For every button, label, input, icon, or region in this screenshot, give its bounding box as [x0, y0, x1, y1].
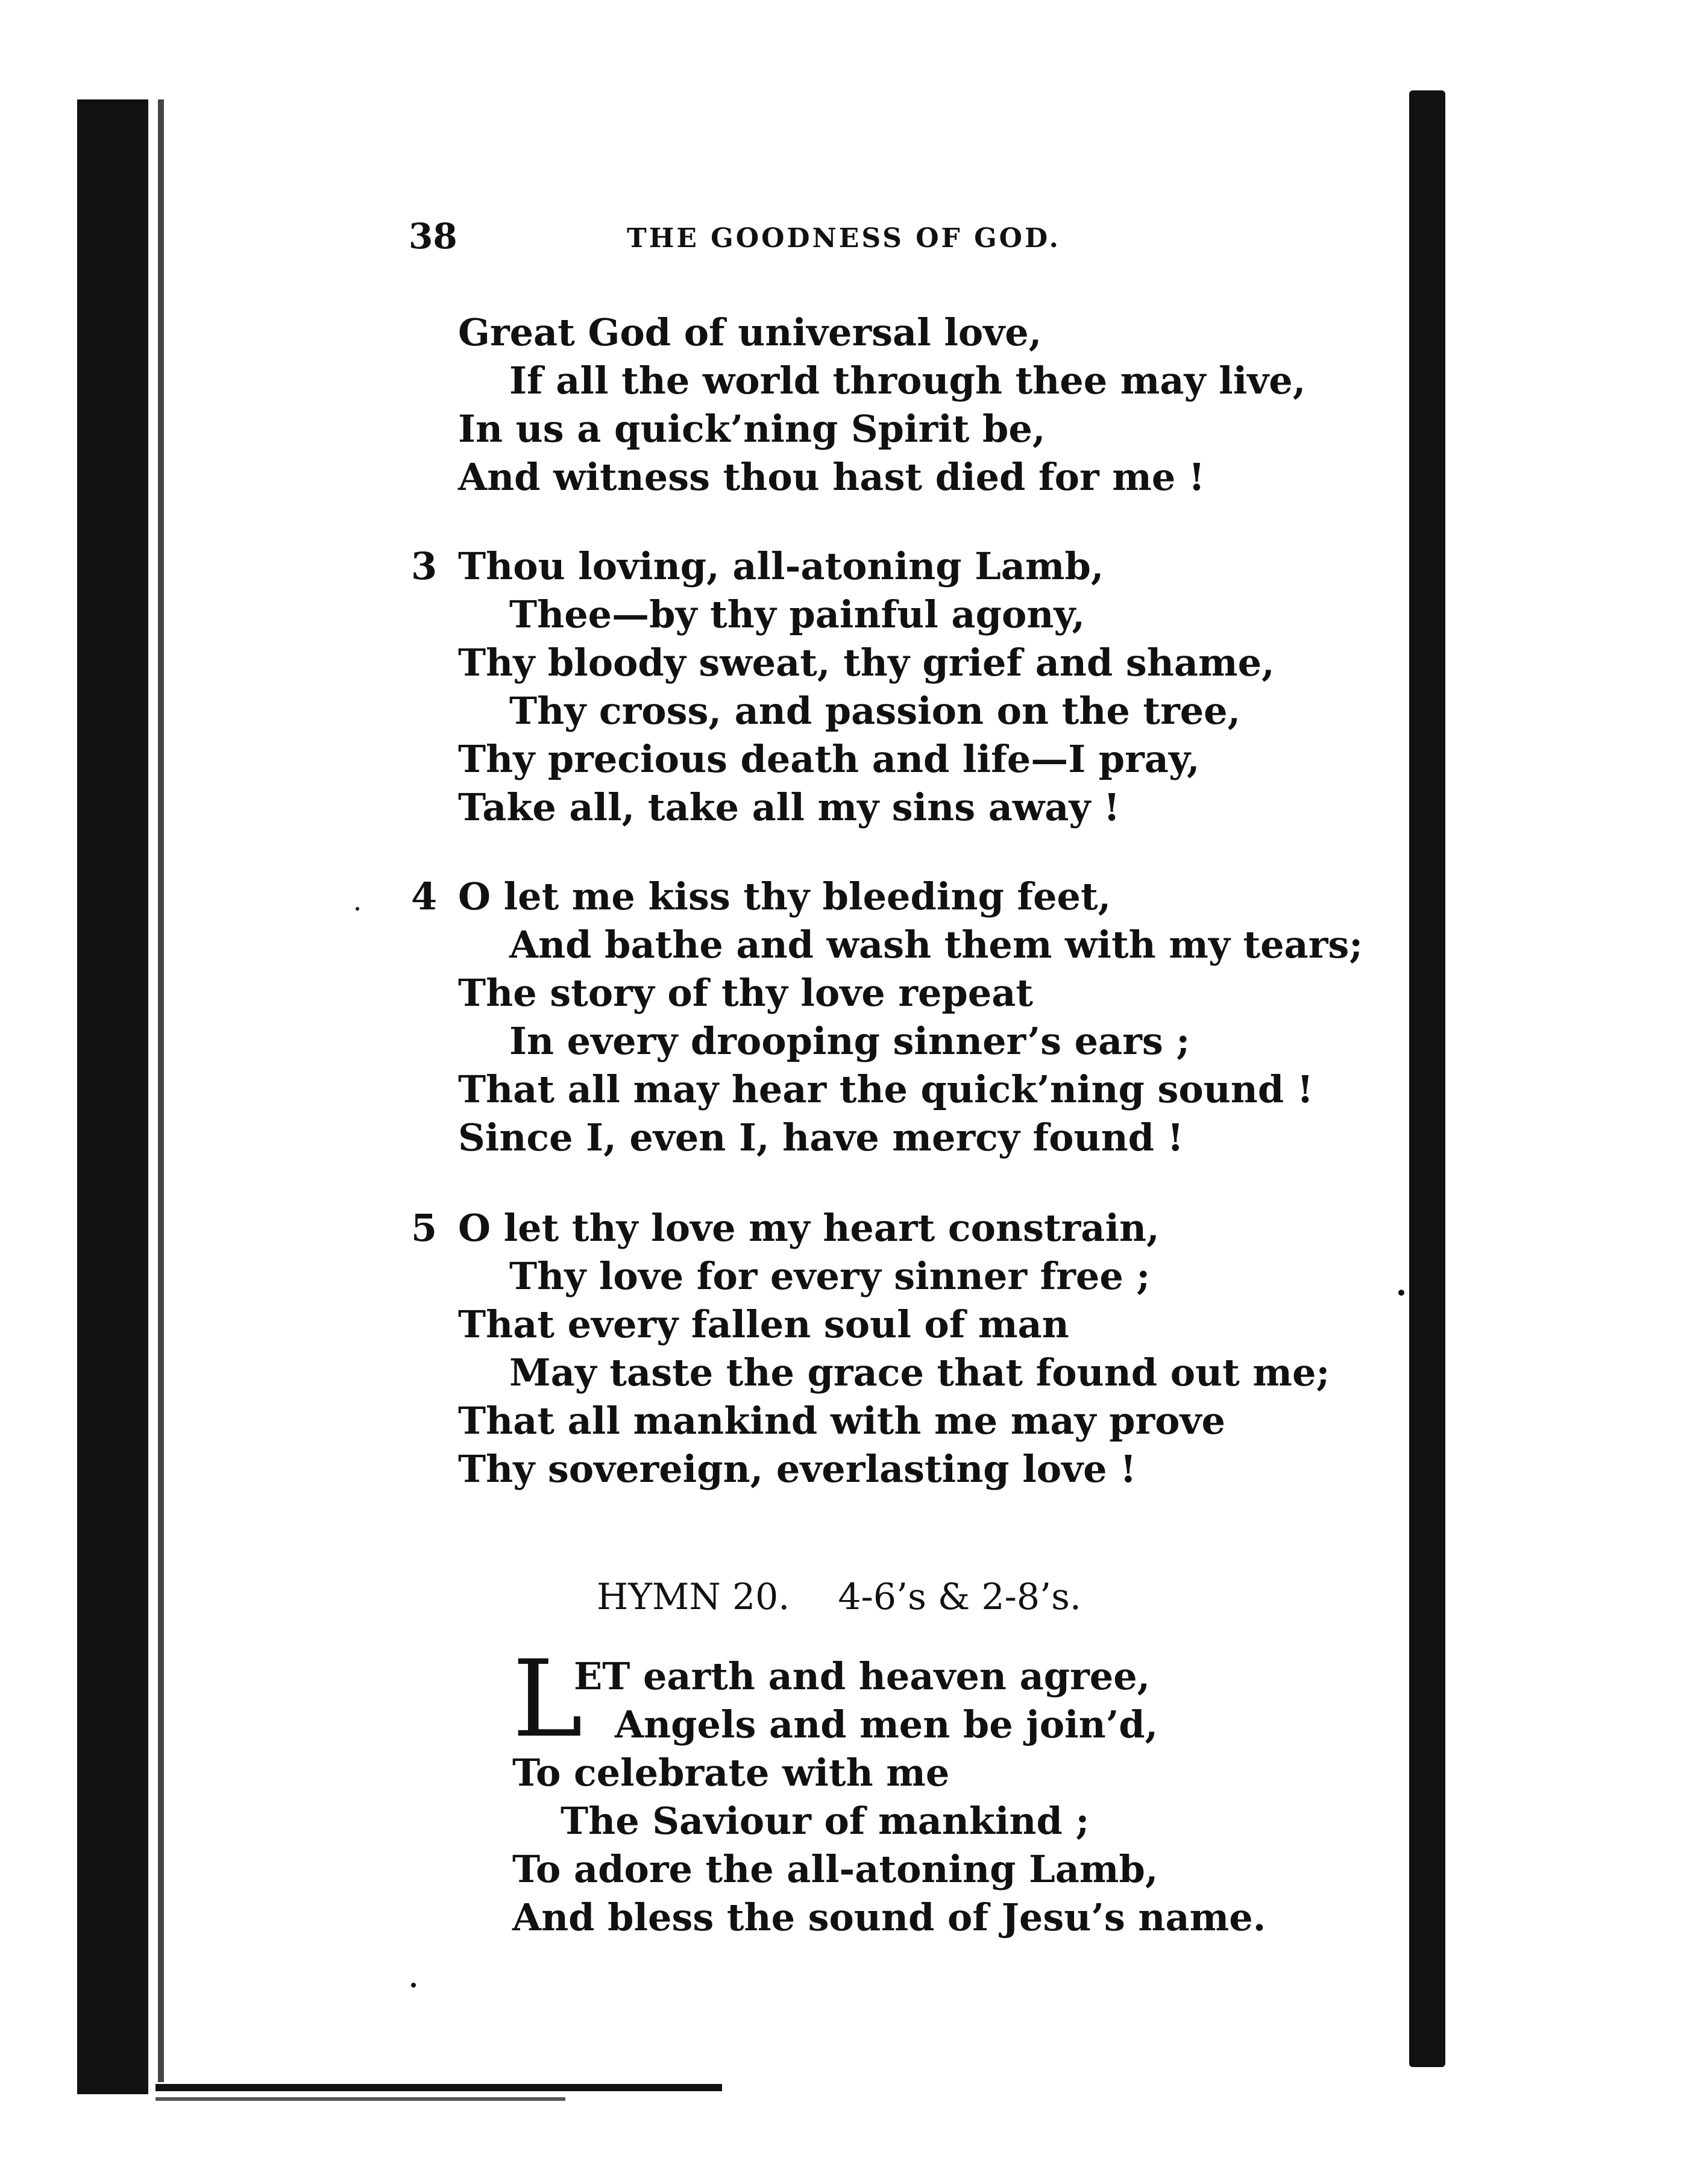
scan-speck	[81, 175, 87, 181]
drop-cap: L	[512, 1637, 583, 1761]
verse-line: That all may hear the quick’ning sound !	[458, 1067, 1314, 1111]
running-title: THE GOODNESS OF GOD.	[627, 223, 1061, 254]
verse-line: Since I, even I, have mercy found !	[458, 1116, 1184, 1159]
verse-line: Thy bloody sweat, thy grief and shame,	[458, 641, 1275, 685]
verse-line: May taste the grace that found out me;	[509, 1351, 1330, 1395]
verse-line: The story of thy love repeat	[458, 971, 1034, 1015]
stanza-number: 4	[411, 874, 438, 918]
verse-line: If all the world through thee may live,	[509, 359, 1306, 403]
verse-line: Angels and men be join’d,	[615, 1702, 1158, 1746]
bottom-page-edge	[156, 2084, 722, 2091]
running-head	[409, 216, 1168, 264]
verse-line: That every fallen soul of man	[458, 1302, 1069, 1346]
verse-line: Thy love for every sinner free ;	[509, 1254, 1151, 1298]
verse-line: In every drooping sinner’s ears ;	[509, 1019, 1190, 1063]
verse-line: O let thy love my heart constrain,	[458, 1206, 1160, 1250]
verse-line: ET earth and heaven agree,	[574, 1654, 1151, 1698]
scan-speck	[1398, 1290, 1404, 1296]
left-page-edge	[77, 99, 148, 2094]
verse-line: And witness thou hast died for me !	[458, 455, 1205, 499]
verse-line: In us a quick’ning Spirit be,	[458, 407, 1046, 451]
verse-line: Thee—by thy painful agony,	[509, 592, 1085, 636]
verse-line: Thy precious death and life—I pray,	[458, 737, 1200, 781]
hymn-meter: 4-6’s & 2-8’s.	[838, 1576, 1081, 1618]
stanza-number: 3	[411, 544, 438, 588]
verse-line: And bless the sound of Jesu’s name.	[512, 1895, 1266, 1939]
verse-line: And bathe and wash them with my tears;	[509, 923, 1363, 967]
verse-line: That all mankind with me may prove	[458, 1399, 1225, 1443]
stanza-number: 5	[411, 1206, 438, 1250]
scan-speck	[411, 1983, 416, 1988]
bottom-page-edge-rule	[156, 2097, 565, 2101]
verse-line: Great God of universal love,	[458, 310, 1042, 354]
verse-line: Thy sovereign, everlasting love !	[458, 1447, 1137, 1491]
hymn-number: HYMN 20.	[597, 1576, 790, 1618]
scan-speck	[356, 907, 359, 911]
page-number: 38	[409, 216, 457, 257]
left-page-edge-rule	[158, 99, 164, 2082]
verse-line: To celebrate with me	[512, 1751, 950, 1795]
verse-line: Thy cross, and passion on the tree,	[509, 689, 1241, 733]
verse-line: Thou loving, all-atoning Lamb,	[458, 544, 1104, 588]
verse-line: Take all, take all my sins away !	[458, 785, 1120, 829]
hymn-heading	[597, 1573, 1081, 1621]
verse-line: To adore the all-atoning Lamb,	[512, 1847, 1158, 1891]
right-page-edge	[1409, 90, 1445, 2067]
verse-line: The Saviour of mankind ;	[561, 1799, 1090, 1843]
verse-line: O let me kiss thy bleeding feet,	[458, 874, 1111, 918]
